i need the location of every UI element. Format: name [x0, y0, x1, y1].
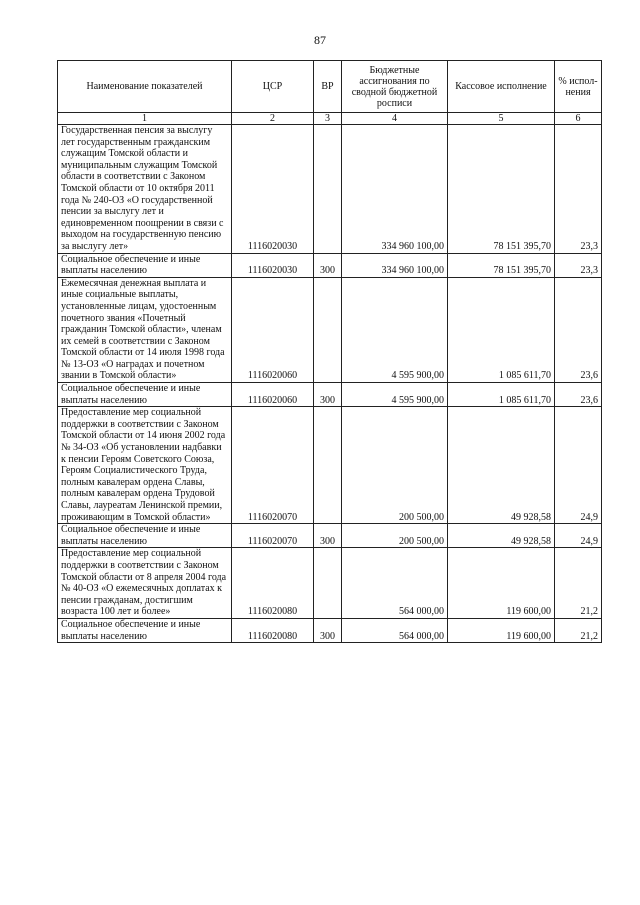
budget-allocation-value: 4 595 900,00 — [342, 383, 448, 407]
execution-percent-value: 21,2 — [555, 548, 602, 619]
column-number: 1 — [58, 113, 232, 125]
vr-code — [314, 277, 342, 382]
execution-percent-value: 23,3 — [555, 125, 602, 254]
csr-code: 1116020060 — [232, 383, 314, 407]
execution-percent-value: 24,9 — [555, 407, 602, 524]
indicator-name: Предоставление мер социальной поддержки в соответствии с Законом Томской области от 14 июня 2002 года № 34-ОЗ «Об установлении надбавки к пенсии Героям Советского Союза, Героям Социалистического Труда, полным кавалерам ордена Славы, полным кавалерам ордена Трудовой Славы, лауреатам Ленинской премии, проживающим в Томской области» — [58, 407, 232, 524]
execution-percent-value: 24,9 — [555, 524, 602, 548]
execution-percent-value: 23,3 — [555, 253, 602, 277]
indicator-name: Социальное обеспечение и иные выплаты населению — [58, 253, 232, 277]
budget-allocation-value: 564 000,00 — [342, 618, 448, 642]
indicator-name: Предоставление мер социальной поддержки в соответствии с Законом Томской области от 8 апреля 2004 года № 40-ОЗ «О ежемесячных доплатах к пенсии гражданам, достигшим возраста 100 лет и более» — [58, 548, 232, 619]
table-row — [58, 125, 602, 254]
header-csr: ЦСР — [232, 61, 314, 113]
table-header-row — [58, 61, 602, 113]
header-execution-percent: % испол-нения — [555, 61, 602, 113]
execution-percent-value: 23,6 — [555, 277, 602, 382]
csr-code: 1116020070 — [232, 524, 314, 548]
budget-allocation-value: 4 595 900,00 — [342, 277, 448, 382]
cash-execution-value: 78 151 395,70 — [448, 125, 555, 254]
column-number: 2 — [232, 113, 314, 125]
table-row — [58, 407, 602, 524]
execution-percent-value: 23,6 — [555, 383, 602, 407]
header-indicator-name: Наименование показателей — [58, 61, 232, 113]
cash-execution-value: 49 928,58 — [448, 524, 555, 548]
cash-execution-value: 1 085 611,70 — [448, 383, 555, 407]
column-number: 4 — [342, 113, 448, 125]
budget-allocation-value: 334 960 100,00 — [342, 125, 448, 254]
column-number: 5 — [448, 113, 555, 125]
indicator-name: Социальное обеспечение и иные выплаты населению — [58, 618, 232, 642]
indicator-name: Государственная пенсия за выслугу лет государственным гражданским служащим Томской области и муниципальным служащим Томской области в соответствии с Законом Томской области от 10 октября 2011 года № 240-ОЗ «О государственной пенсии за выслугу лет и единовременном поощрении в связи с выходом на государственную пенсию за выслугу лет» — [58, 125, 232, 254]
csr-code: 1116020030 — [232, 125, 314, 254]
budget-allocation-value: 200 500,00 — [342, 524, 448, 548]
vr-code: 300 — [314, 383, 342, 407]
vr-code — [314, 548, 342, 619]
table-row — [58, 548, 602, 619]
column-number: 6 — [555, 113, 602, 125]
indicator-name: Социальное обеспечение и иные выплаты населению — [58, 524, 232, 548]
table-row — [58, 253, 602, 277]
vr-code — [314, 125, 342, 254]
budget-allocation-value: 334 960 100,00 — [342, 253, 448, 277]
cash-execution-value: 119 600,00 — [448, 618, 555, 642]
indicator-name: Ежемесячная денежная выплата и иные социальные выплаты, установленные лицам, удостоенным почетного звания «Почетный гражданин Томской области», членам их семей в соответствии с Законом Томской области от 14 июля 1998 года № 13-ОЗ «О наградах и почетном звании в Томской области» — [58, 277, 232, 382]
header-cash-execution: Кассовое исполнение — [448, 61, 555, 113]
column-number-row — [58, 113, 602, 125]
csr-code: 1116020070 — [232, 407, 314, 524]
table-row — [58, 618, 602, 642]
column-number: 3 — [314, 113, 342, 125]
csr-code: 1116020080 — [232, 548, 314, 619]
header-budget-allocation: Бюджетные ассигнования по сводной бюджетной росписи — [342, 61, 448, 113]
budget-allocation-value: 200 500,00 — [342, 407, 448, 524]
cash-execution-value: 78 151 395,70 — [448, 253, 555, 277]
vr-code: 300 — [314, 524, 342, 548]
cash-execution-value: 119 600,00 — [448, 548, 555, 619]
header-vr: ВР — [314, 61, 342, 113]
vr-code: 300 — [314, 618, 342, 642]
budget-allocation-value: 564 000,00 — [342, 548, 448, 619]
indicator-name: Социальное обеспечение и иные выплаты населению — [58, 383, 232, 407]
vr-code — [314, 407, 342, 524]
budget-execution-table — [57, 60, 602, 643]
cash-execution-value: 49 928,58 — [448, 407, 555, 524]
csr-code: 1116020080 — [232, 618, 314, 642]
table-row — [58, 277, 602, 382]
execution-percent-value: 21,2 — [555, 618, 602, 642]
table-row — [58, 383, 602, 407]
page-number: 87 — [314, 33, 326, 47]
cash-execution-value: 1 085 611,70 — [448, 277, 555, 382]
csr-code: 1116020060 — [232, 277, 314, 382]
table-row — [58, 524, 602, 548]
csr-code: 1116020030 — [232, 253, 314, 277]
vr-code: 300 — [314, 253, 342, 277]
